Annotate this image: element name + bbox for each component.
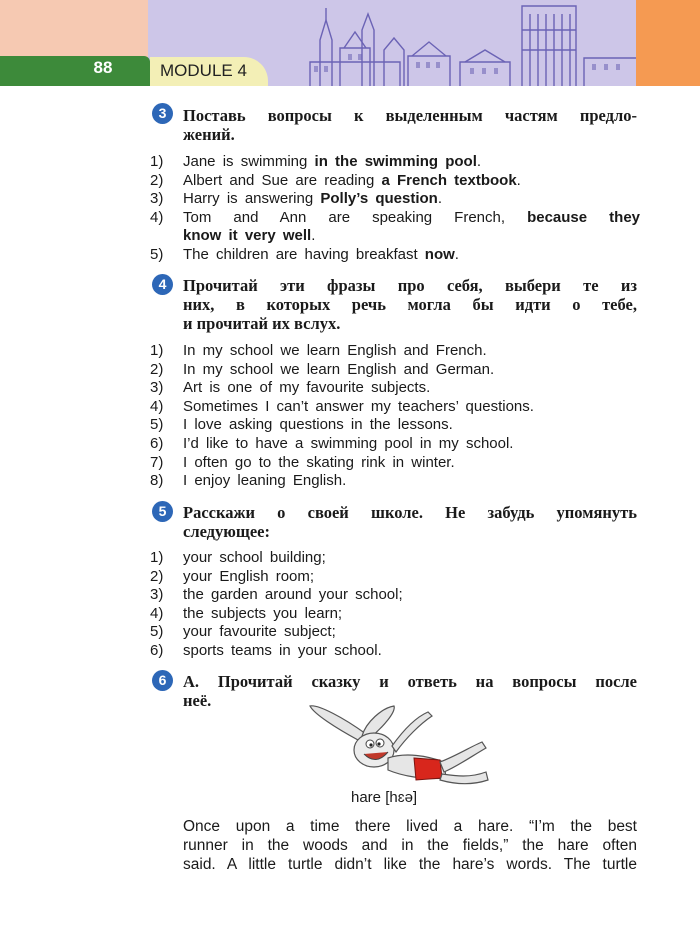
list-item: 4) the subjects you learn; (150, 604, 343, 622)
list-item: 6) I’d like to have a swimming pool in my school. (150, 434, 514, 452)
list-item: 2) your English room; (150, 567, 315, 585)
list-item: 5) The children are having breakfast now. (150, 245, 459, 263)
exercise-6-instruction-line-2: неё. (183, 691, 212, 710)
list-item: 8) I enjoy leaning English. (150, 472, 347, 490)
exercise-4-instruction-line-3: и прочитай их вслух. (183, 314, 341, 333)
list-item-continuation: know it very well. (183, 227, 316, 245)
exercise-3-badge: 3 (152, 103, 173, 124)
list-item: 3) Art is one of my favourite subjects. (150, 379, 431, 397)
exercise-3-list (150, 153, 640, 265)
exercise-4-badge: 4 (152, 274, 173, 295)
exercise-5-badge: 5 (152, 501, 173, 522)
list-item: 1) your school building; (150, 549, 326, 566)
list-item: 7) I often go to the skating rink in winter. (150, 453, 455, 471)
page-number: 88 (93, 58, 113, 77)
list-item: 5) I love asking questions in the lessons. (150, 416, 453, 434)
story-line-2: runner in the woods and in the fields,” the hare often (183, 836, 637, 854)
list-item: 5) your favourite subject; (150, 623, 336, 641)
exercise-5-instruction-line-1: Расскажи о своей школе. Не забудь упомянуть (183, 503, 637, 522)
exercise-5-instruction-line-2: следующее: (183, 522, 270, 541)
list-item: 2) In my school we learn English and German. (150, 360, 495, 378)
exercise-3-instruction-line-1: Поставь вопросы к выделенным частям предло- (183, 106, 637, 125)
story-line-3: said. A little turtle didn’t like the hare’s words. The turtle (183, 855, 637, 873)
list-item: 3) the garden around your school; (150, 586, 403, 604)
header-orange-panel (636, 0, 700, 86)
story-line-1: Once upon a time there lived a hare. “I’m the best (183, 818, 637, 835)
exercise-6-instruction-line-1: А. Прочитай сказку и ответь на вопросы после (183, 672, 637, 691)
list-item: 2) Albert and Sue are reading a French textbook. (150, 171, 521, 189)
list-item: 4) Tom and Ann are speaking French, because they (150, 208, 641, 226)
list-item: 3) Harry is answering Polly’s question. (150, 190, 443, 208)
exercise-4-instruction-line-1: Прочитай эти фразы про себя, выбери те из (183, 276, 637, 295)
list-item: 1) Jane is swimming in the swimming pool. (150, 153, 482, 170)
list-item: 1) In my school we learn English and French. (150, 342, 487, 359)
hare-caption: hare [hɛə] (351, 789, 418, 806)
hare-illustration (296, 700, 492, 788)
town-skyline-illustration (300, 0, 636, 86)
list-item: 6) sports teams in your school. (150, 641, 382, 659)
exercise-4-list (150, 342, 640, 491)
exercise-3-instruction-line-2: жений. (183, 125, 235, 144)
exercise-6-badge: 6 (152, 670, 173, 691)
module-label: MODULE 4 (160, 61, 247, 80)
story-text (183, 818, 637, 874)
list-item: 4) Sometimes I can’t answer my teachers’ questions. (150, 397, 534, 415)
exercise-4-instruction-line-2: них, в которых речь могла бы идти о тебе, (183, 295, 637, 314)
exercise-5-list (150, 549, 640, 661)
